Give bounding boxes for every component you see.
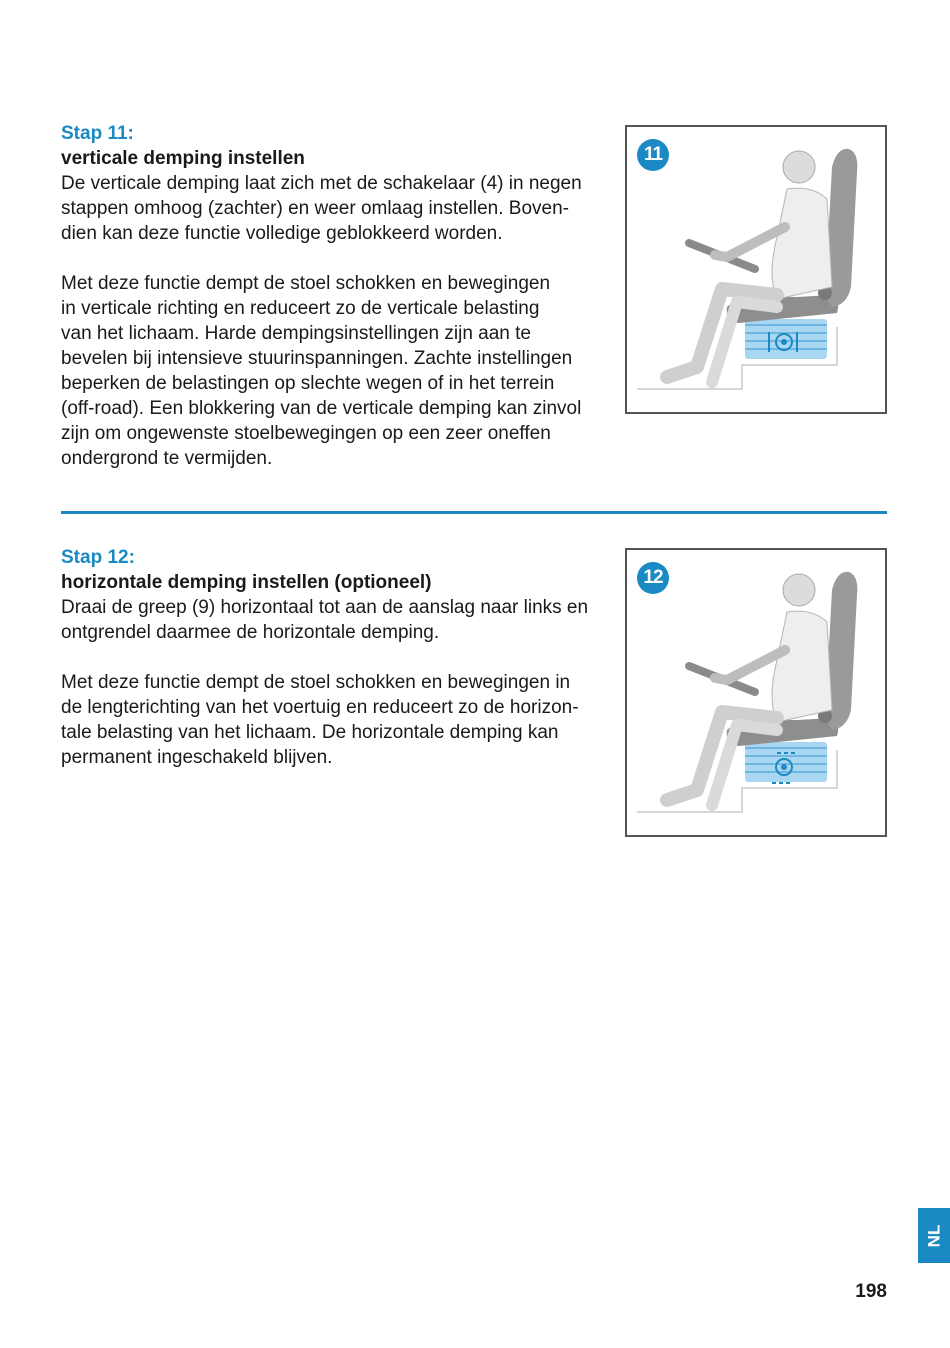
text-line: dien kan deze functie volledige geblokkeerd worden. [61, 223, 503, 244]
step-11-section [61, 121, 621, 471]
text-line: in verticale richting en reduceert zo de verticale belasting [61, 298, 540, 319]
suspension-bellows [745, 742, 827, 783]
seated-driver-horizontal-illustration [627, 550, 885, 835]
language-tab [918, 1208, 950, 1263]
text-line: zijn om ongewenste stoelbewegingen op een zeer oneffen [61, 423, 551, 444]
step-11-illustration [625, 125, 887, 414]
step-11-paragraph-2 [61, 271, 621, 471]
step-12-section [61, 545, 621, 770]
text-line: (off-road). Een blokkering van de verticale demping kan zinvol [61, 398, 582, 419]
figure-number-badge: 12 [637, 562, 669, 594]
text-line: Met deze functie dempt de stoel schokken en bewegingen [61, 273, 551, 294]
text-line: Met deze functie dempt de stoel schokken en bewegingen in [61, 672, 571, 693]
text-line: De verticale demping laat zich met de schakelaar (4) in negen [61, 173, 582, 194]
step-11-title: verticale demping instellen [61, 148, 305, 169]
text-line: tale belasting van het lichaam. De horizontale demping kan [61, 722, 559, 743]
figure-number-badge: 11 [637, 139, 669, 171]
step-12-label: Stap 12: [61, 547, 135, 568]
section-divider [61, 511, 887, 514]
text-line: beperken de belastingen op slechte wegen of in het terrein [61, 373, 555, 394]
text-line: van het lichaam. Harde dempingsinstellingen zijn aan te [61, 323, 531, 344]
step-12-paragraph-1 [61, 595, 621, 645]
text-line: ontgrendel daarmee de horizontale demping. [61, 622, 440, 643]
seated-driver-vertical-illustration [627, 127, 885, 412]
step-11-label: Stap 11: [61, 123, 134, 144]
step-12-illustration [625, 548, 887, 837]
text-line: permanent ingeschakeld blijven. [61, 747, 333, 768]
text-line: ondergrond te vermijden. [61, 448, 273, 469]
text-line: de lengterichting van het voertuig en reduceert zo de horizon- [61, 697, 579, 718]
page-number: 198 [855, 1281, 887, 1302]
language-code: NL [923, 1224, 943, 1247]
step-12-paragraph-2 [61, 670, 621, 770]
text-line: stappen omhoog (zachter) en weer omlaag instellen. Boven- [61, 198, 570, 219]
step-11-paragraph-1 [61, 171, 621, 246]
text-line: bevelen bij intensieve stuurinspanningen. Zachte instellingen [61, 348, 573, 369]
text-line: Draai de greep (9) horizontaal tot aan de aanslag naar links en [61, 597, 589, 618]
step-12-title: horizontale demping instellen (optioneel) [61, 572, 432, 593]
suspension-bellows [745, 319, 827, 359]
